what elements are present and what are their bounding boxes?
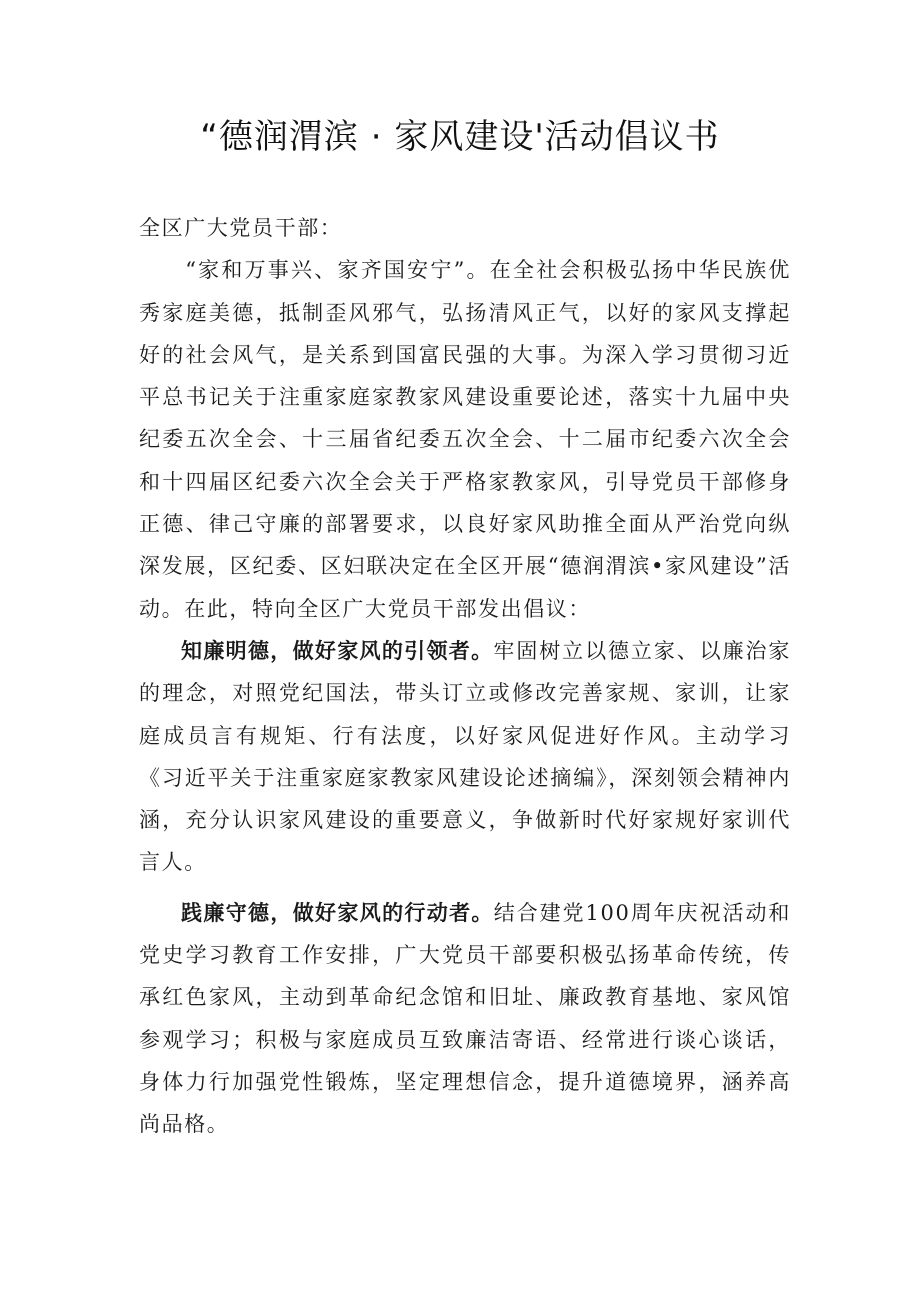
document-body	[139, 207, 791, 1146]
section-text-1: 牢固树立以德立家、以廉治家的理念，对照党纪国法，带头订立或修改完善家规、家训，让家庭成员言有规矩、行有法度，以好家风促进好作风。主动学习《习近平关于注重家庭家教家风建设论述摘编》，深刻领会精神内涵，充分认识家风建设的重要意义，争做新时代好家规好家训代言人。	[139, 638, 791, 875]
document-title: “德润渭滨 · 家风建设'活动倡议书	[200, 117, 720, 157]
section-paragraph-1	[139, 630, 791, 884]
intro-paragraph: “家和万事兴、家齐国安宁”。在全社会积极弘扬中华民族优秀家庭美德，抵制歪风邪气，弘扬清风正气，以好的家风支撑起好的社会风气，是关系到国富民强的大事。为深入学习贯彻习近平总书记关于注重家庭家教家风建设重要论述，落实十九届中央纪委五次全会、十三届省纪委五次全会、十二届市纪委六次全会和十四届区纪委六次全会关于严格家教家风，引导党员干部修身正德、律己守廉的部署要求，以良好家风助推全面从严治党向纵深发展，区纪委、区妇联决定在全区开展“德润渭滨•家风建设”活动。在此，特向全区广大党员干部发出倡议：	[139, 258, 791, 621]
section-paragraph-2	[139, 892, 791, 1146]
salutation: 全区广大党员干部：	[139, 216, 343, 240]
section-lead-1: 知廉明德，做好家风的引领者。	[181, 638, 494, 663]
section-lead-2: 践廉守德，做好家风的行动者。	[181, 900, 494, 925]
section-text-2: 结合建党100周年庆祝活动和党史学习教育工作安排，广大党员干部要积极弘扬革命传统，传承红色家风，主动到革命纪念馆和旧址、廉政教育基地、家风馆参观学习；积极与家庭成员互致廉洁寄语、经常进行谈心谈话，身体力行加强党性锻炼，坚定理想信念，提升道德境界，涵养高尚品格。	[139, 900, 792, 1137]
